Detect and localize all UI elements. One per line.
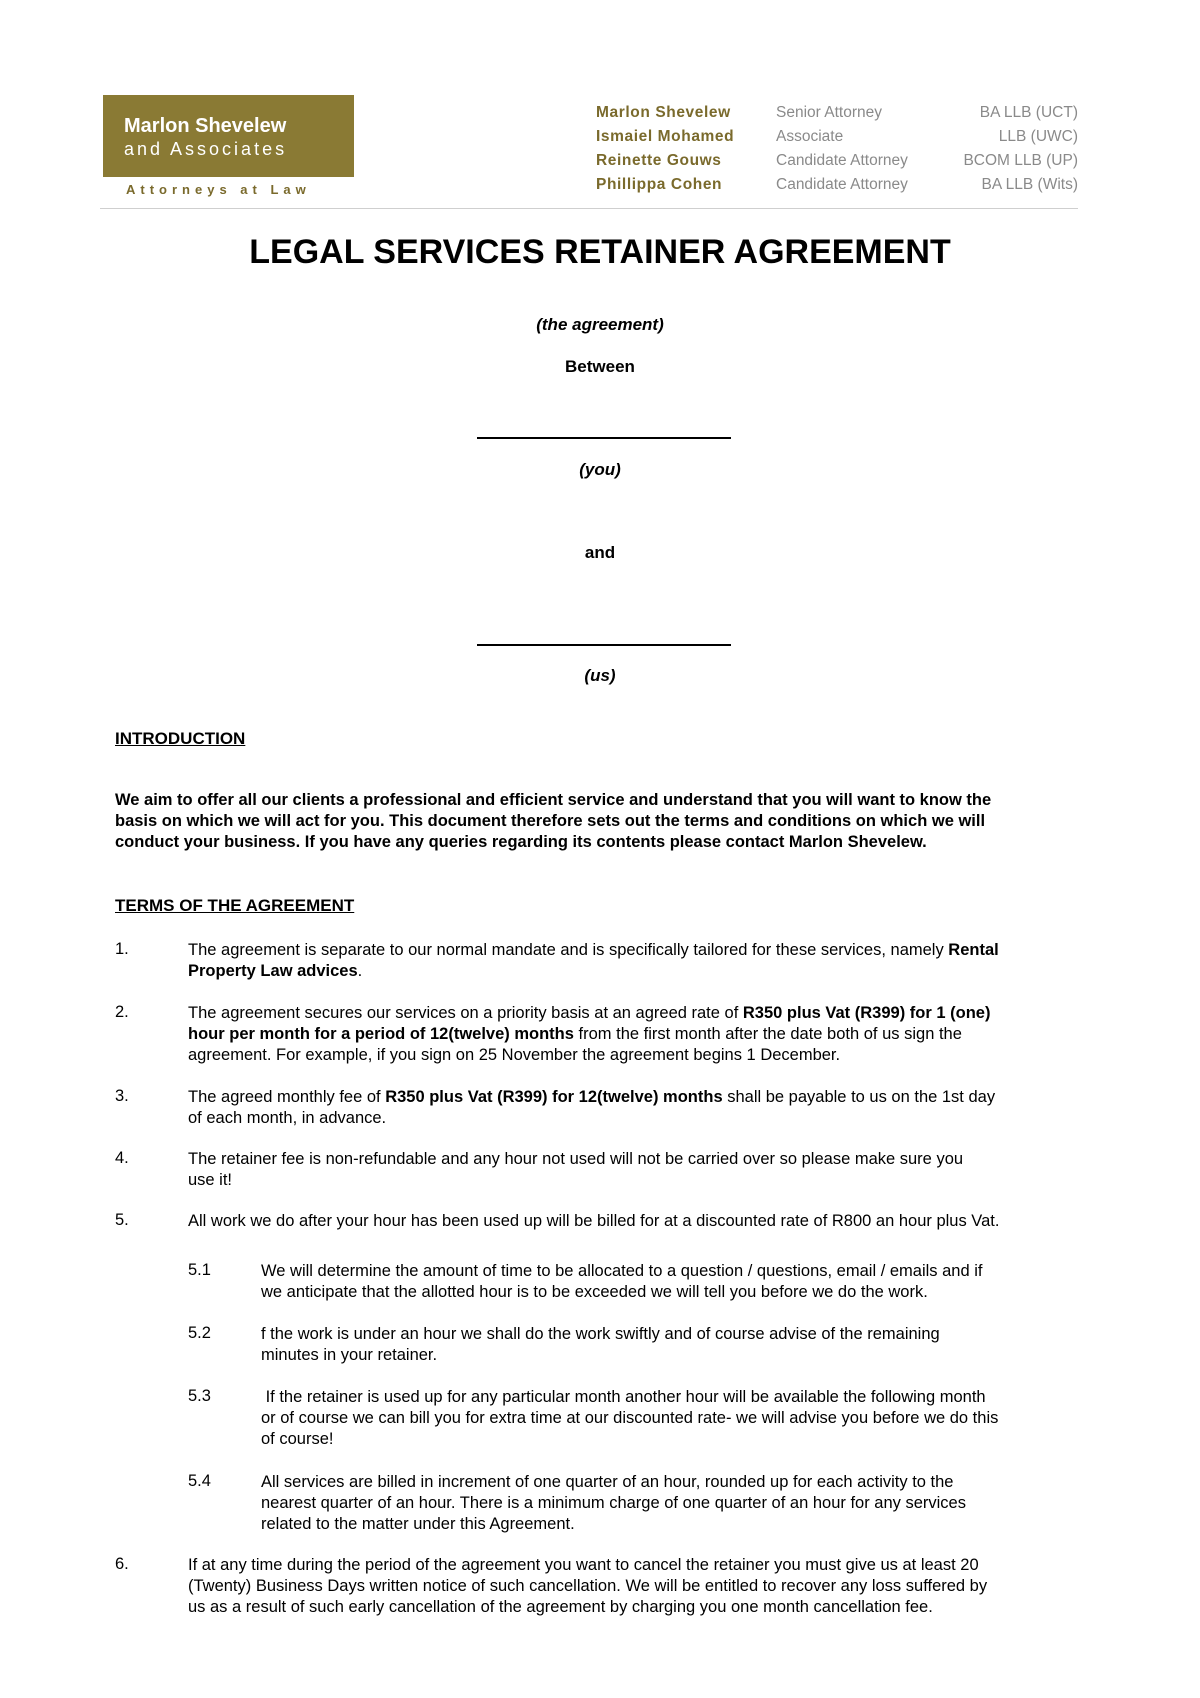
terms-heading: TERMS OF THE AGREEMENT xyxy=(115,896,355,915)
staff-row xyxy=(596,104,1078,128)
document-title: LEGAL SERVICES RETAINER AGREEMENT xyxy=(249,233,951,271)
staff-qualification: BA LLB (Wits) xyxy=(981,176,1078,193)
staff-row xyxy=(596,176,1078,200)
staff-name: Phillippa Cohen xyxy=(596,176,723,193)
party-you-label: (you) xyxy=(579,460,621,479)
staff-qualification: LLB (UWC) xyxy=(998,128,1078,145)
staff-qualification: BA LLB (UCT) xyxy=(979,104,1078,121)
subterm-number: 5.2 xyxy=(188,1324,211,1342)
staff-name: Marlon Shevelew xyxy=(596,104,731,121)
staff-row xyxy=(596,152,1078,176)
staff-row xyxy=(596,128,1078,152)
subterm-item-5-2: f the work is under an hour we shall do the work swiftly and of course advise of the remaining minutes in your retainer. xyxy=(261,1325,940,1364)
intro-line: conduct your business. If you have any queries regarding its contents please contact Marlon Shevelew. xyxy=(115,833,927,851)
logo-tagline: Attorneys at Law xyxy=(126,182,311,197)
header-divider xyxy=(100,208,1078,209)
term-item-1: The agreement is separate to our normal mandate and is specifically tailored for these services, namely Rental Property Law advices. xyxy=(188,941,999,980)
document-subtitle: (the agreement) xyxy=(536,315,664,334)
staff-role: Candidate Attorney xyxy=(776,176,908,193)
staff-qualification: BCOM LLB (UP) xyxy=(963,152,1078,169)
term-item-4: The retainer fee is non-refundable and any hour not used will not be carried over so please make sure you use it! xyxy=(188,1150,964,1189)
subterm-item-5-1: We will determine the amount of time to be allocated to a question / questions, email / emails and if we anticipate that the allotted hour is to be exceeded we will tell you before we do the work. xyxy=(261,1262,983,1301)
term-item-3: The agreed monthly fee of R350 plus Vat (R399) for 12(twelve) months shall be payable to us on the 1st day of each month, in advance. xyxy=(188,1088,996,1127)
term-item-2: The agreement secures our services on a priority basis at an agreed rate of R350 plus Vat (R399) for 1 (one) hour per month for a period of 12(twelve) months from the first month after the date both of us sign the agreement. For example, if you sign on 25 November the agreement begins 1 December. xyxy=(188,1004,991,1064)
client-signature-line xyxy=(477,437,731,439)
subterm-number: 5.4 xyxy=(188,1472,211,1490)
firm-signature-line xyxy=(477,644,731,646)
staff-list xyxy=(596,104,1078,200)
party-us-label: (us) xyxy=(584,666,616,685)
staff-role: Associate xyxy=(776,128,844,145)
term-item-5: All work we do after your hour has been used up will be billed for at a discounted rate of R800 an hour plus Vat. xyxy=(188,1212,1000,1230)
logo-subname: and Associates xyxy=(124,139,288,159)
staff-name: Reinette Gouws xyxy=(596,152,722,169)
subterm-item-5-3: If the retainer is used up for any particular month another hour will be available the following month or of course we can bill you for extra time at our discounted rate- we will advise you before we do this of course! xyxy=(261,1388,999,1448)
subterm-item-5-4: All services are billed in increment of one quarter of an hour, rounded up for each activity to the nearest quarter of an hour. There is a minimum charge of one quarter of an hour for any services related to the matter under this Agreement. xyxy=(261,1473,966,1533)
term-number: 3. xyxy=(115,1087,129,1105)
intro-line: basis on which we will act for you. This document therefore sets out the terms and conditions on which we will xyxy=(115,812,986,830)
firm-logo xyxy=(103,95,354,177)
and-label: and xyxy=(584,543,616,562)
subterm-number: 5.3 xyxy=(188,1387,211,1405)
intro-line: We aim to offer all our clients a professional and efficient service and understand that you will want to know the xyxy=(115,791,992,809)
term-number: 1. xyxy=(115,940,129,958)
between-label: Between xyxy=(565,357,635,376)
term-item-6: If at any time during the period of the agreement you want to cancel the retainer you must give us at least 20 (Twenty) Business Days written notice of such cancellation. We will be entitled to recover any loss suffered by us as a result of such early cancellation of the agreement by charging you one month cancellation fee. xyxy=(188,1556,988,1616)
staff-name: Ismaiel Mohamed xyxy=(596,128,735,145)
introduction-heading: INTRODUCTION xyxy=(115,729,246,748)
logo-name: Marlon Shevelew xyxy=(124,115,287,137)
subterm-number: 5.1 xyxy=(188,1261,211,1279)
staff-role: Candidate Attorney xyxy=(776,152,908,169)
term-number: 5. xyxy=(115,1211,129,1229)
term-number: 2. xyxy=(115,1003,129,1021)
staff-role: Senior Attorney xyxy=(776,104,882,121)
term-number: 6. xyxy=(115,1555,129,1573)
introduction-paragraph xyxy=(115,790,1085,853)
term-number: 4. xyxy=(115,1149,129,1167)
